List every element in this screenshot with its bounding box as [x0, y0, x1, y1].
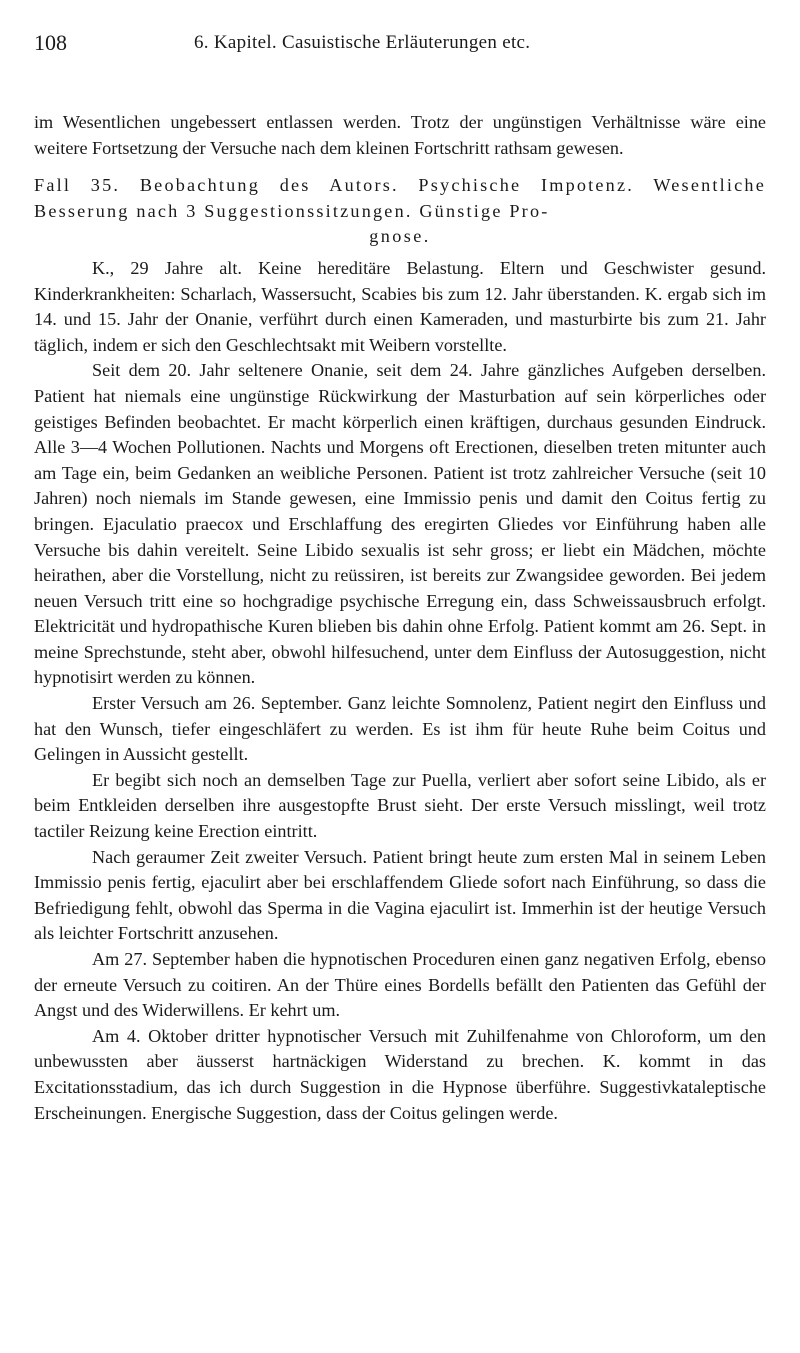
paragraph-patient-intro: K., 29 Jahre alt. Keine hereditäre Belastung. Eltern und Geschwister gesund. Kinderkrankheiten: Scharlach, Wassersucht, Scabies bis zum 12. Jahr überstanden. K. ergab sich im 14. und 15. Jahr der Onanie, verführt durch einen Kameraden, und masturbirte bis zum 21. Jahr täglich, indem er sich den Geschlechtsakt mit Weibern vorstellte. — [34, 257, 766, 355]
book-page — [34, 30, 766, 1126]
case-heading-main: Fall 35. Beobachtung des Autors. Psychische Impotenz. Wesentliche Besserung nach 3 Suggestionssitzungen. Günstige Pro- — [34, 175, 766, 221]
page-number: 108 — [34, 30, 67, 55]
paragraph-october-4: Am 4. Oktober dritter hypnotischer Versuch mit Zuhilfenahme von Chloroform, um den unbewussten aber äusserst hartnäckigen Widerstand zu brechen. K. kommt in das Excitationsstadium, das ich durch Suggestion in die Hypnose überführe. Suggestivkataleptische Erscheinungen. Energische Suggestion, dass der Coitus gelingen werde. — [34, 1025, 766, 1123]
case-heading-end: gnose. — [369, 226, 431, 247]
paragraph-second-attempt: Nach geraumer Zeit zweiter Versuch. Patient bringt heute zum ersten Mal in seinem Leben Immissio penis fertig, ejaculirt aber bei erschlaffendem Gliede sofort nach Einführung, so dass die Befriedigung fehlt, obwohl das Sperma in die Vagina ejaculirt ist. Immerhin ist der heutige Versuch als leichter Fortschritt anzusehen. — [34, 846, 766, 944]
paragraph-puella: Er begibt sich noch an demselben Tage zur Puella, verliert aber sofort seine Libido, als er beim Entkleiden derselben ihre ausgestopfte Brust sieht. Der erste Versuch misslingt, weil trotz tactiler Reizung keine Erection eintritt. — [34, 769, 766, 842]
paragraph-continuation: im Wesentlichen ungebessert entlassen werden. Trotz der ungünstigen Verhältnisse wäre eine weitere Fortsetzung der Versuche nach dem kleinen Fortschritt rathsam gewesen. — [34, 112, 766, 158]
running-title: 6. Kapitel. Casuistische Erläuterungen etc. — [194, 32, 531, 53]
paragraph-history: Seit dem 20. Jahr seltenere Onanie, seit dem 24. Jahre gänzliches Aufgeben derselben. Patient hat niemals eine ungünstige Rückwirkung der Masturbation auf sein körperliches oder geistiges Befinden beobachtet. Er macht körperlich einen kräftigen, durchaus gesunden Eindruck. Alle 3—4 Wochen Pollutionen. Nachts und Morgens oft Erectionen, dieselben treten mitunter auch am Tage ein, beim Gedanken an weibliche Personen. Patient ist trotz zahlreicher Versuche (seit 10 Jahren) noch niemals im Stande gewesen, eine Immissio penis und damit den Coitus fertig zu bringen. Ejaculatio praecox und Erschlaffung des eregirten Gliedes vor Einführung haben alle Versuche bis dahin vereitelt. Seine Libido sexualis ist sehr gross; er liebt ein Mädchen, möchte heirathen, aber die Vorstellung, nicht zu reüssiren, ist bereits zur Zwangsidee geworden. Bei jedem neuen Versuch tritt eine so hochgradige psychische Erregung ein, dass Schweissausbruch erfolgt. Elektricität und hydropathische Kuren blieben bis dahin ohne Erfolg. Patient kommt am 26. Sept. in meine Sprechstunde, steht aber, obwohl hilfesuchend, unter dem Einfluss der Autosuggestion, nicht hypnotisirt werden zu können. — [34, 360, 766, 688]
paragraph-first-attempt: Erster Versuch am 26. September. Ganz leichte Somnolenz, Patient negirt den Einfluss und hat den Wunsch, tiefer eingeschläfert zu werden. Es ist ihm für heute Ruhe beim Coitus und Gelingen in Aussicht gestellt. — [34, 693, 766, 765]
body-text — [34, 110, 766, 1126]
running-header — [34, 30, 766, 64]
paragraph-september-27: Am 27. September haben die hypnotischen Proceduren einen ganz negativen Erfolg, ebenso der erneute Versuch zu coitiren. An der Thüre eines Bordells befällt den Patienten das Gefühl der Angst und des Widerwillens. Er kehrt um. — [34, 949, 766, 1021]
case-heading — [34, 173, 766, 250]
